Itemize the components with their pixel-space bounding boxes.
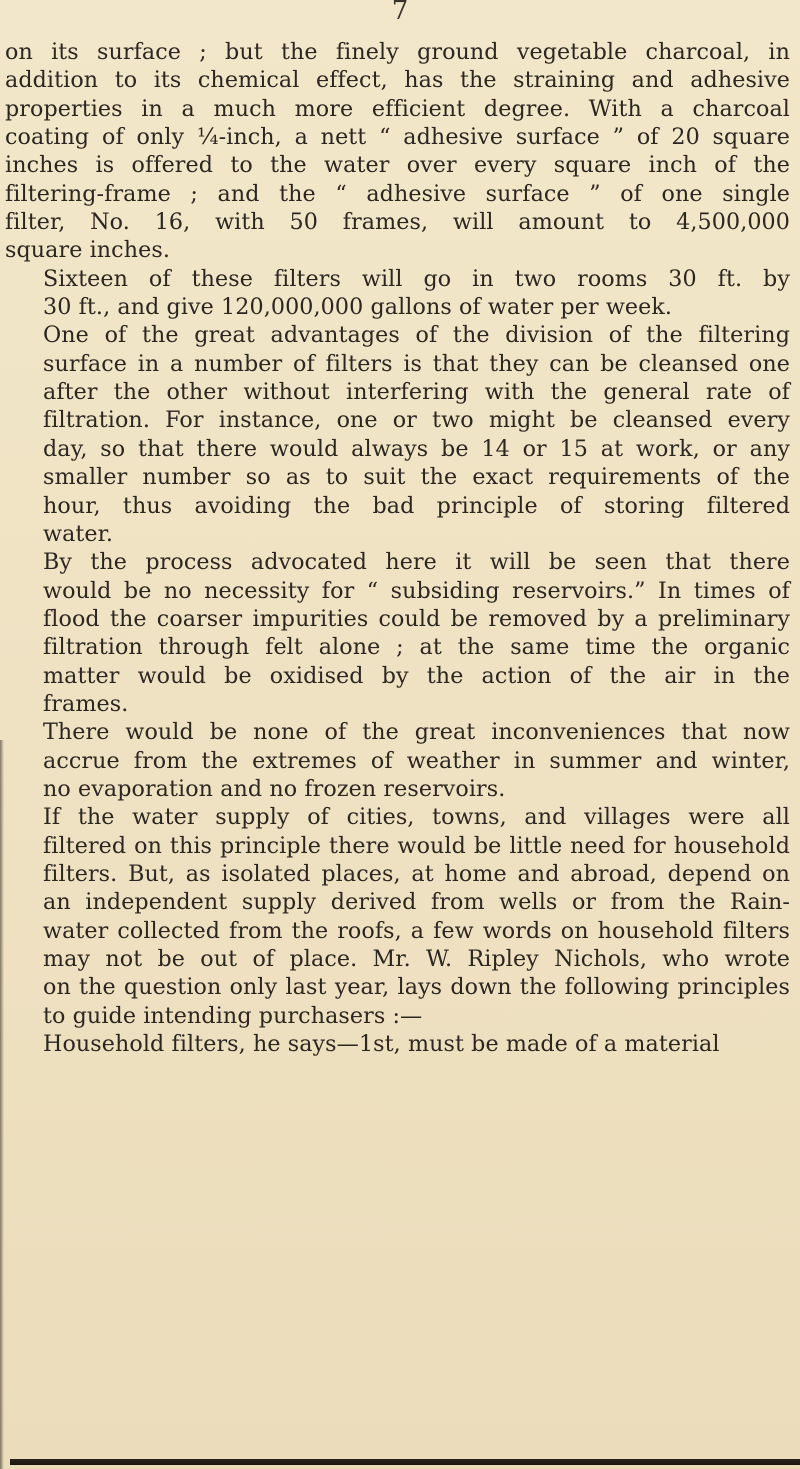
text-line: One of the great advantages of the division of the filtering <box>43 322 790 349</box>
body-text <box>0 38 790 1058</box>
text-line: filtered on this principle there would be little need for household <box>43 832 790 859</box>
text-line: filters. But, as isolated places, at home and abroad, depend on <box>43 860 790 887</box>
paragraph-inconveniences <box>5 718 790 803</box>
text-line: There would be none of the great inconveniences that now <box>43 719 790 746</box>
text-line: no evaporation and no frozen reservoirs. <box>43 775 506 802</box>
text-line: properties in a much more efficient degree. With a charcoal <box>5 95 790 122</box>
text-line: hour, thus avoiding the bad principle of storing filtered <box>43 492 790 519</box>
text-line: inches is offered to the water over every square inch of the <box>5 152 790 179</box>
text-line: flood the coarser impurities could be removed by a preliminary <box>43 605 790 632</box>
text-line: smaller number so as to suit the exact requirements of the <box>43 464 790 491</box>
text-line: By the process advocated here it will be seen that there <box>43 549 790 576</box>
text-line: Household filters, he says—1st, must be made of a material <box>43 1031 720 1058</box>
text-line: day, so that there would always be 14 or 15 at work, or any <box>43 435 790 462</box>
paragraph-charcoal-coating <box>5 38 790 265</box>
bottom-edge-rule <box>10 1459 800 1465</box>
text-line: filtering-frame ; and the “ adhesive surface ” of one single <box>5 180 790 207</box>
text-line: to guide intending purchasers :— <box>43 1002 423 1029</box>
text-line: may not be out of place. Mr. W. Ripley Nichols, who wrote <box>43 946 790 972</box>
paragraph-material <box>5 1030 790 1058</box>
text-line: filter, No. 16, with 50 frames, will amount to 4,500,000 <box>5 209 790 236</box>
page-number: 7 <box>391 0 409 22</box>
text-line: square inches. <box>5 237 170 264</box>
text-line: on its surface ; but the finely ground vegetable charcoal, in <box>5 39 790 65</box>
paragraph-process <box>5 548 790 718</box>
paragraph-advantages <box>5 321 790 548</box>
binding-shadow <box>0 740 4 1469</box>
text-line: filtration through felt alone ; at the same time the organic <box>43 634 790 661</box>
text-line: water. <box>43 520 114 547</box>
text-line: Sixteen of these filters will go in two rooms 30 ft. by <box>43 265 790 292</box>
text-line: coating of only ¼-inch, a nett “ adhesive surface ” of 20 square <box>5 124 790 151</box>
text-line: water collected from the roofs, a few words on household filters <box>43 917 790 944</box>
text-line: an independent supply derived from wells or from the Rain- <box>43 889 790 916</box>
text-line: addition to its chemical effect, has the straining and adhesive <box>5 67 790 94</box>
text-line: 30 ft., and give 120,000,000 gallons of water per week. <box>43 294 673 321</box>
text-line: accrue from the extremes of weather in summer and winter, <box>43 747 790 774</box>
text-line: surface in a number of filters is that they can be cleansed one <box>43 350 790 377</box>
text-line: would be no necessity for “ subsiding reservoirs.” In times of <box>43 577 790 604</box>
text-line: If the water supply of cities, towns, and villages were all <box>43 804 790 831</box>
paragraph-household-filters <box>5 803 790 1030</box>
text-line: matter would be oxidised by the action of the air in the <box>43 662 790 689</box>
text-line: on the question only last year, lays down the following principles <box>43 974 790 1001</box>
text-line: frames. <box>43 690 129 717</box>
paragraph-sixteen-filters <box>5 265 790 322</box>
text-line: after the other without interfering with the general rate of <box>43 379 790 406</box>
text-line: filtration. For instance, one or two might be cleansed every <box>43 407 790 434</box>
